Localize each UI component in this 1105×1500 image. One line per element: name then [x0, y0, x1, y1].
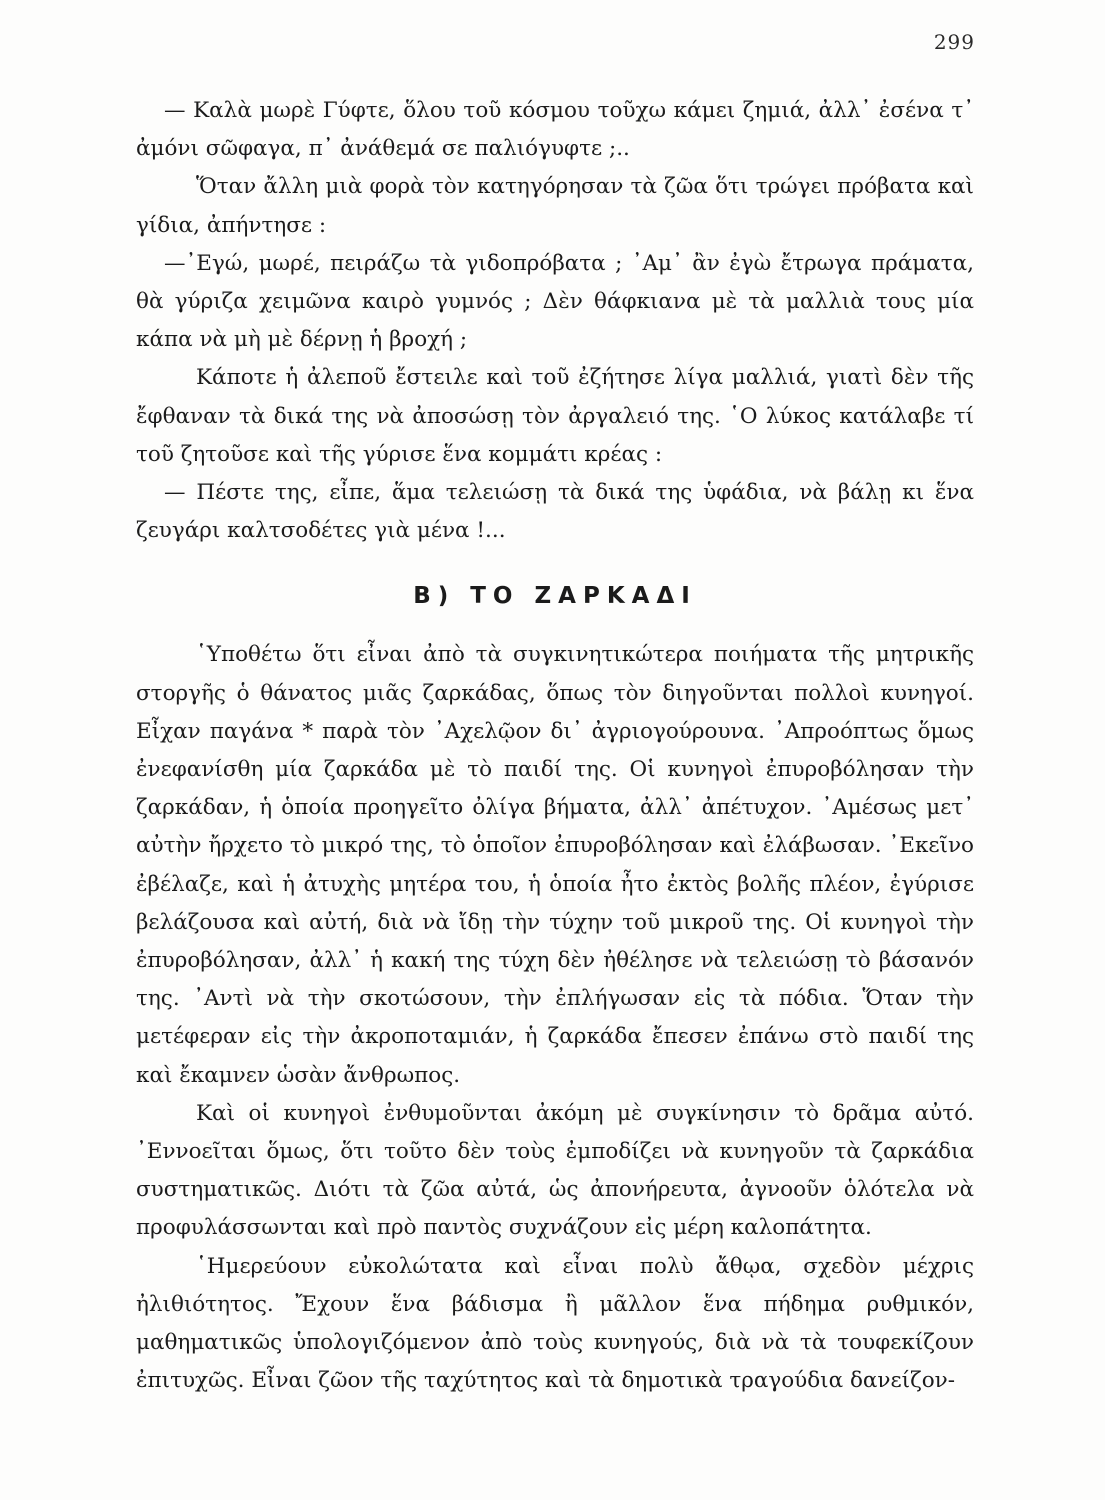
dialogue-paragraph: — Πέστε της, εἶπε, ἅμα τελειώσῃ τὰ δικά της ὑφάδια, νὰ βάλῃ κι ἕνα ζευγάρι καλτσοδέτες γιὰ μένα !... [136, 480, 974, 544]
paragraph: Ὅταν ἄλλη μιὰ φορὰ τὸν κατηγόρησαν τὰ ζῶα ὅτι τρώγει πρόβατα καὶ γίδια, ἀπήντησε : [136, 174, 974, 238]
body-text [136, 92, 974, 1401]
dialogue-paragraph: —᾽Εγώ, μωρέ, πειράζω τὰ γιδοπρόβατα ; ᾽Αμ᾽ ἂν ἐγὼ ἔτρωγα πράματα, θὰ γύριζα χειμῶνα καιρὸ γυμνός ; Δὲν θάφκιανα μὲ τὰ μαλλιὰ τους μία κάπα νὰ μὴ μὲ δέρνῃ ἡ βροχή ; [136, 250, 974, 353]
paragraph: ῾Υποθέτω ὅτι εἶναι ἀπὸ τὰ συγκινητικώτερα ποιήματα τῆς μητρικῆς στοργῆς ὁ θάνατος μιᾶς ζαρκάδας, ὅπως τὸν διηγοῦνται πολλοὶ κυνηγοί. Εἶχαν παγάνα * παρὰ τὸν ᾽Αχελῷον δι᾽ ἀγριογούρουνα. ᾽Απροόπτως ὅμως ἐνεφανίσθη μία ζαρκάδα μὲ τὸ παιδί της. Οἱ κυνηγοὶ ἐπυροβόλησαν τὴν ζαρκάδαν, ἡ ὁποία προηγεῖτο ὀλίγα βήματα, ἀλλ᾽ ἀπέτυχον. ᾽Αμέσως μετ᾽ αὐτὴν ἤρχετο τὸ μικρό της, τὸ ὁποῖον ἐπυροβόλησαν καὶ ἐλάβωσαν. ᾽Εκεῖνο ἐβέλαζε, καὶ ἡ ἀτυχὴς μητέρα του, ἡ ὁποία ἦτο ἐκτὸς βολῆς πλέον, ἐγύρισε βελάζουσα καὶ αὐτή, διὰ νὰ ἴδῃ τὴν τύχην τοῦ μικροῦ της. Οἱ κυνηγοὶ τὴν ἐπυροβόλησαν, ἀλλ᾽ ἡ κακή της τύχη δὲν ἠθέλησε νὰ τελειώσῃ τὸ βάσανόν της. ᾽Αντὶ νὰ τὴν σκοτώσουν, τὴν ἐπλήγωσαν εἰς τὰ πόδια. Ὅταν τὴν μετέφεραν εἰς τὴν ἀκροποταμιάν, ἡ ζαρκάδα ἔπεσεν ἐπάνω στὸ παιδί της καὶ ἔκαμνεν ὡσὰν ἄνθρωπος. [136, 642, 974, 1088]
paragraph: ῾Ημερεύουν εὐκολώτατα καὶ εἶναι πολὺ ἄθῳα, σχεδὸν μέχρις ἠλιθιότητος. Ἔχουν ἕνα βάδισμα ἢ μᾶλλον ἕνα πήδημα ρυθμικόν, μαθηματικῶς ὑπολογιζόμενον ἀπὸ τοὺς κυνηγούς, διὰ νὰ τὰ τουφεκίζουν ἐπιτυχῶς. Εἶναι ζῶον τῆς ταχύτητος καὶ τὰ δημοτικὰ τραγούδια δανείζον- [136, 1253, 974, 1394]
dialogue-paragraph: — Καλὰ μωρὲ Γύφτε, ὅλου τοῦ κόσμου τοῦχω κάμει ζημιά, ἀλλ᾽ ἐσένα τ᾽ ἀμόνι σῶφαγα, π᾽ ἀνάθεμά σε παλιόγυφτε ;.. [136, 98, 974, 162]
paragraph: Κάποτε ἡ ἀλεποῦ ἔστειλε καὶ τοῦ ἐζήτησε λίγα μαλλιά, γιατὶ δὲν τῆς ἔφθαναν τὰ δικά της νὰ ἀποσώσῃ τὸν ἀργαλειό της. ῾Ο λύκος κατάλαβε τί τοῦ ζητοῦσε καὶ τῆς γύρισε ἕνα κομμάτι κρέας : [136, 365, 974, 467]
section-heading: Β) ΤΟ ΖΑΡΚΑΔΙ [413, 583, 697, 610]
page-number: 299 [933, 30, 975, 54]
paragraph: Καὶ οἱ κυνηγοὶ ἐνθυμοῦνται ἀκόμη μὲ συγκίνησιν τὸ δρᾶμα αὐτό. ᾽Εννοεῖται ὅμως, ὅτι τοῦτο δὲν τοὺς ἐμποδίζει νὰ κυνηγοῦν τὰ ζαρκάδια συστηματικῶς. Διότι τὰ ζῶα αὐτά, ὡς ἀπονήρευτα, ἀγνοοῦν ὁλότελα νὰ προφυλάσσωνται καὶ πρὸ παντὸς συχνάζουν εἰς μέρη καλοπάτητα. [136, 1100, 974, 1241]
